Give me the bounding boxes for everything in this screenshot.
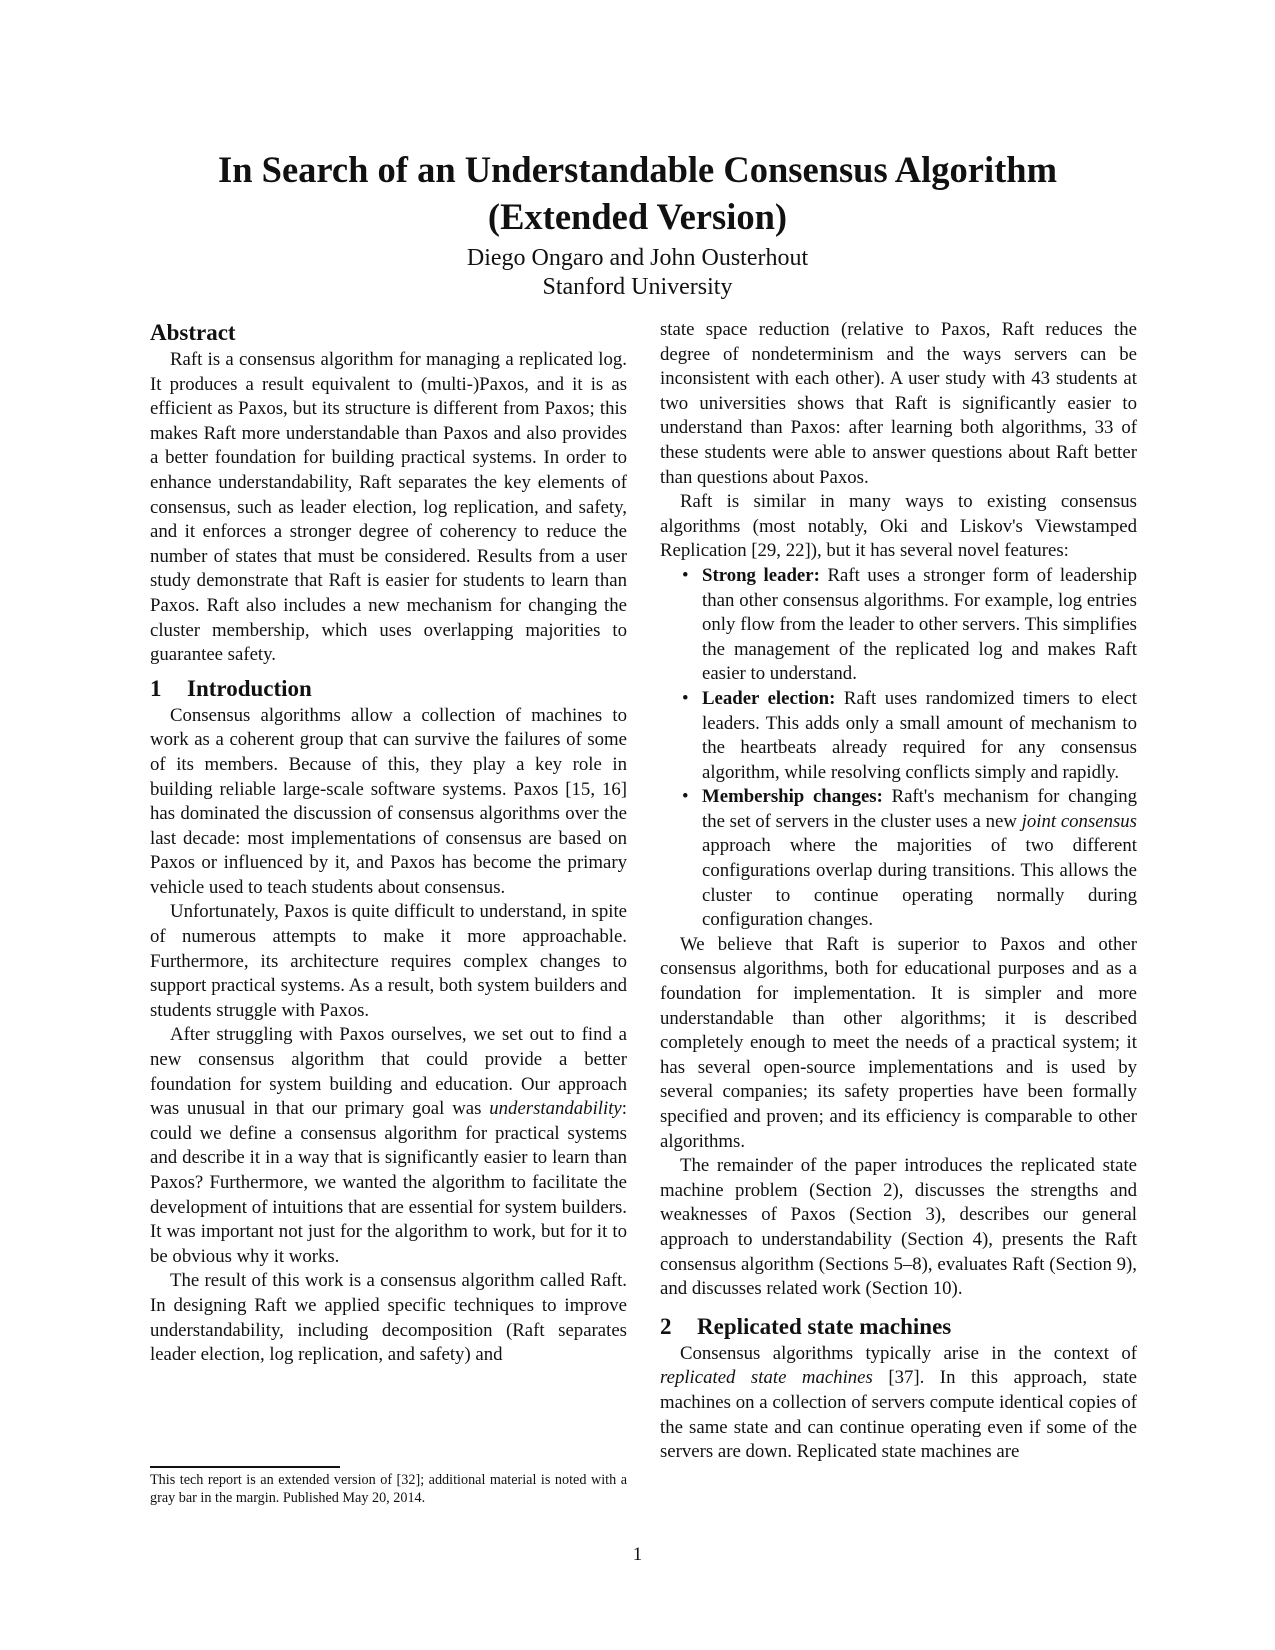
section-1-title: Introduction: [187, 675, 312, 701]
feature-text: Raft uses a stronger form of leadership than other consensus algorithms. For example, log entries only flow from the leader to other servers. This simplifies the management of the replicated log and makes Raft easier to understand.: [702, 564, 1138, 685]
section-2-title: Replicated state machines: [697, 1313, 952, 1339]
intro-paragraph-2: Unfortunately, Paxos is quite difficult to understand, in spite of numerous attempts to make it more approachable. Furthermore, its architecture requires complex changes to support practical systems. As a result, both system builders and students struggle with Paxos.: [150, 901, 627, 1021]
feature-label: Membership changes:: [702, 786, 883, 808]
intro-paragraph-3-b: : could we define a consensus algorithm for practical systems and describe it in a way that is significantly easier to learn than Paxos? Furthermore, we wanted the algorithm to facilitate the development of intuitions that are essential for system builders. It was important not just for the algorithm to work, but for it to be obvious why it works.: [150, 1098, 627, 1267]
feature-item: [702, 785, 1137, 933]
intro-paragraph-4-continued: state space reduction (relative to Paxos, Raft reduces the degree of nondeterminism and the ways servers can be inconsistent with each other). A user study with 43 students at two universities shows that Raft is significantly easier to understand than Paxos: after learning both algorithms, 33 of these students were able to answer questions about Raft better than questions about Paxos.: [660, 319, 1137, 488]
intro-paragraph-3: [150, 1023, 627, 1269]
abstract-heading: Abstract: [150, 320, 236, 345]
left-column: [150, 318, 627, 1368]
intro-paragraph-4: The result of this work is a consensus algorithm called Raft. In designing Raft we applied specific techniques to improve understandability, including decomposition (Raft separates leader election, log replication, and safety) and: [150, 1270, 627, 1366]
feature-text: Raft uses randomized timers to elect leaders. This adds only a small amount of mechanism to the heartbeats already required for any consensus algorithm, while resolving conflicts simply and rapidly.: [702, 687, 1138, 783]
footnote-rule: [150, 1466, 340, 1468]
section-2-paragraph-1: [660, 1342, 1137, 1465]
section-1-heading: [150, 674, 627, 704]
intro-paragraph-3-emphasis: understandability: [489, 1098, 622, 1120]
section-2-paragraph-1-a: Consensus algorithms typically arise in the context of: [680, 1342, 1137, 1364]
feature-text: approach where the majorities of two different configurations overlap during transitions. This allows the cluster to continue operating normally during configuration changes.: [702, 835, 1137, 931]
intro-paragraph-3-a: After struggling with Paxos ourselves, we set out to find a new consensus algorithm that could provide a better foundation for system building and education. Our approach was unusual in that our primary goal was: [150, 1024, 627, 1120]
intro-paragraph-5: Raft is similar in many ways to existing consensus algorithms (most notably, Oki and Liskov's Viewstamped Replication [29, 22]), but it has several novel features:: [660, 491, 1137, 562]
intro-paragraph-6: We believe that Raft is superior to Paxos and other consensus algorithms, both for educational purposes and as a foundation for implementation. It is simpler and more understandable than other algorithms; it is described completely enough to meet the needs of a practical system; it has several open-source implementations and is used by several companies; its safety properties have been formally specified and proven; and its efficiency is comparable to other algorithms.: [660, 933, 1137, 1152]
title-line-1: In Search of an Understandable Consensus Algorithm: [218, 149, 1057, 190]
title-line-2: (Extended Version): [487, 196, 788, 237]
section-1-number: 1: [150, 675, 162, 701]
feature-item: [702, 564, 1137, 687]
feature-label: Leader election:: [702, 687, 836, 709]
author-block: [0, 244, 1275, 302]
abstract-text: Raft is a consensus algorithm for managing a replicated log. It produces a result equivalent to (multi-)Paxos, and it is as efficient as Paxos, but its structure is different from Paxos; this makes Raft more understandable than Paxos and also provides a better foundation for building practical systems. In order to enhance understandability, Raft separates the key elements of consensus, such as leader election, log replication, and safety, and it enforces a stronger degree of coherency to reduce the number of states that must be considered. Results from a user study demonstrate that Raft is easier for students to learn than Paxos. Raft also includes a new mechanism for changing the cluster membership, which uses overlapping majorities to guarantee safety.: [150, 349, 627, 666]
section-2-paragraph-1-b: [37]. In this approach, state machines on a collection of servers compute identical copies of the same state and can continue operating even if some of the servers are down. Replicated state machines are: [660, 1367, 1137, 1463]
authors: Diego Ongaro and John Ousterhout: [466, 245, 809, 271]
section-2-number: 2: [660, 1313, 672, 1339]
right-column: [660, 318, 1137, 1465]
paper-title: [0, 146, 1275, 240]
intro-paragraph-7: The remainder of the paper introduces the replicated state machine problem (Section 2), discusses the strengths and weaknesses of Paxos (Section 3), describes our general approach to understandability (Section 4), presents the Raft consensus algorithm (Sections 5–8), evaluates Raft (Section 9), and discusses related work (Section 10).: [660, 1155, 1137, 1300]
footnote: This tech report is an extended version of [32]; additional material is noted with a gray bar in the margin. Published May 20, 2014.: [150, 1472, 627, 1506]
section-2-paragraph-1-emphasis: replicated state machines: [660, 1367, 873, 1389]
affiliation: Stanford University: [542, 274, 733, 300]
feature-item: [702, 687, 1137, 785]
page-number: 1: [632, 1544, 643, 1565]
section-2-heading: [660, 1312, 1137, 1342]
intro-paragraph-1: Consensus algorithms allow a collection of machines to work as a coherent group that can survive the failures of some of its members. Because of this, they play a key role in building reliable large-scale software systems. Paxos [15, 16] has dominated the discussion of consensus algorithms over the last decade: most implementations of consensus are based on Paxos or influenced by it, and Paxos has become the primary vehicle used to teach students about consensus.: [150, 704, 627, 898]
feature-emphasis: joint consensus: [1021, 810, 1137, 832]
feature-text: Raft's mechanism for changing the set of servers in the cluster uses a new: [702, 786, 1137, 832]
feature-list: [660, 564, 1137, 933]
feature-label: Strong leader:: [702, 564, 820, 586]
